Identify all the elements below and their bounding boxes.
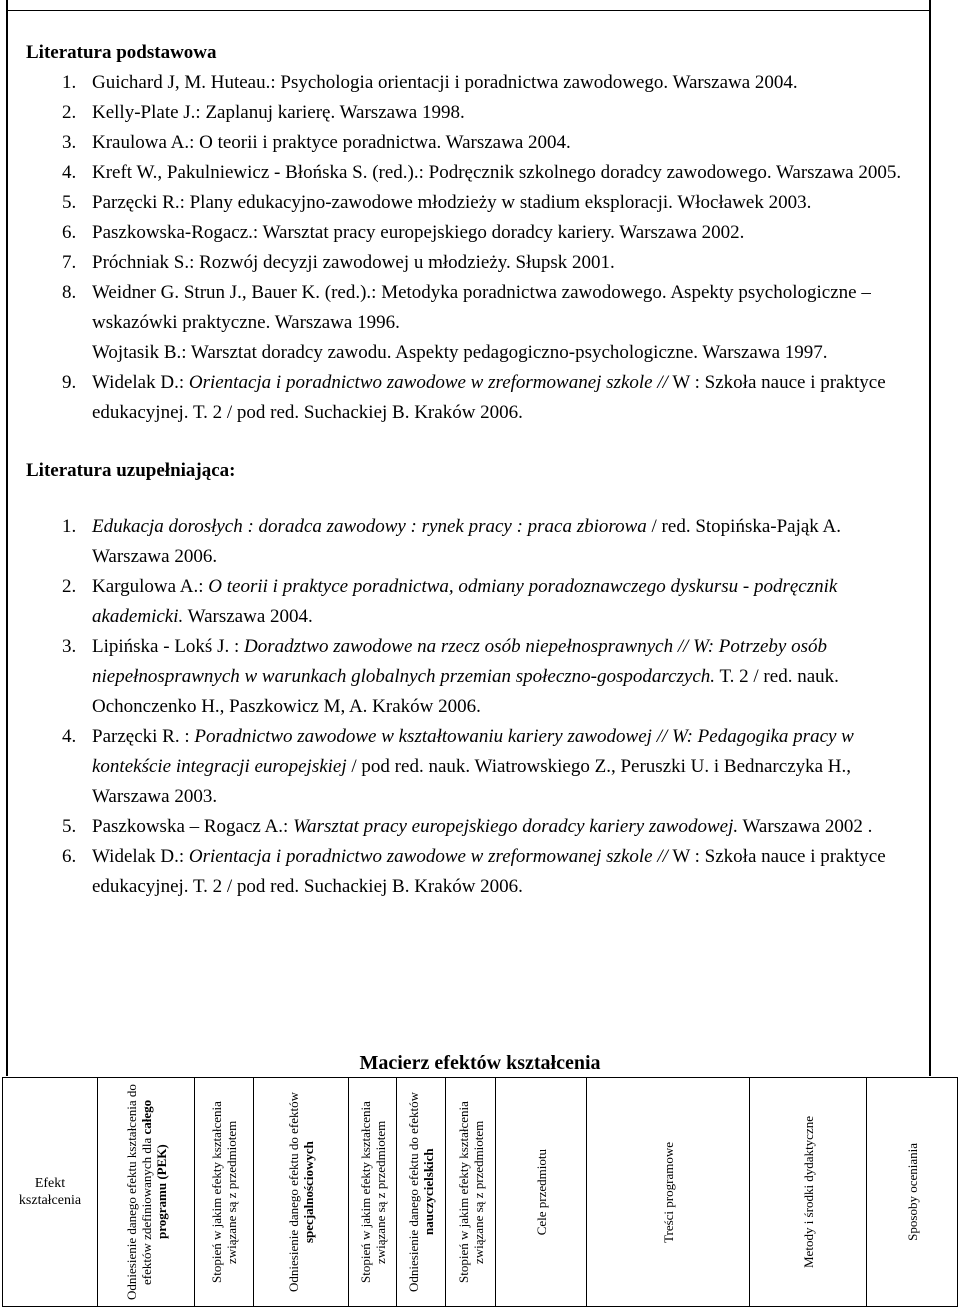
col-label: Stopień w jakim efekty kształcenia związane są z przedmiotem	[209, 1101, 239, 1283]
col-label-bold: specjalnościowych	[301, 1141, 316, 1243]
supplementary-item-4	[26, 722, 916, 812]
item-number: 9.	[62, 372, 77, 393]
frame-top-border	[6, 10, 931, 11]
col-label: Efekt kształcenia	[18, 1176, 82, 1208]
supplementary-literature-list	[26, 512, 916, 902]
item-number: 2.	[62, 102, 77, 123]
col-label-text: Odniesienie danego efektu do efektów	[406, 1092, 421, 1292]
item-details: Warszawa 2004.	[183, 606, 313, 627]
col-degree-1	[195, 1078, 254, 1306]
item-number: 8.	[62, 282, 77, 303]
literature-section	[26, 38, 916, 902]
col-label-text: Odniesienie danego efektu kształcenia do efektów zdefiniowanych dla	[123, 1084, 154, 1300]
col-label: Stopień w jakim efekty kształcenia związane są z przedmiotem	[455, 1101, 486, 1283]
item-text: Kelly-Plate J.: Zaplanuj karierę. Warszawa 1998.	[92, 102, 465, 123]
item-text: Weidner G. Strun J., Bauer K. (red.).: Metodyka poradnictwa zawodowego. Aspekty psychologiczne – wskazówki praktyczne. Warszawa 1996.	[92, 282, 871, 333]
col-label-text: Odniesienie danego efektu do efektów	[286, 1092, 301, 1292]
item-number: 6.	[62, 846, 77, 867]
basic-item-6	[26, 218, 916, 248]
item-number: 4.	[62, 726, 77, 747]
col-learning-effect	[3, 1078, 98, 1306]
item-details: Warszawa 2002 .	[738, 816, 873, 837]
effects-matrix-header	[2, 1077, 958, 1307]
item-number: 5.	[62, 816, 77, 837]
col-label	[286, 1081, 316, 1303]
col-label	[406, 1081, 436, 1303]
col-degree-2	[349, 1078, 397, 1306]
item-text: Paszkowska-Rogacz.: Warsztat pracy europejskiego doradcy kariery. Warszawa 2002.	[92, 222, 745, 243]
basic-item-1	[26, 68, 916, 98]
col-label: Metody i środki dydaktyczne	[800, 1116, 816, 1268]
basic-item-3	[26, 128, 916, 158]
item-author: Parzęcki R. :	[92, 726, 195, 747]
item-details: / red. Stopińska-Pająk A. Warszawa 2006.	[92, 516, 841, 567]
basic-literature-list	[26, 68, 916, 428]
basic-literature-heading: Literatura podstawowa	[26, 42, 217, 63]
supplementary-literature-heading: Literatura uzupełniająca:	[26, 460, 236, 481]
item-number: 2.	[62, 576, 77, 597]
item-title: Orientacja i poradnictwo zawodowe w zreformowanej szkole //	[188, 372, 668, 393]
col-specialty-reference	[254, 1078, 349, 1306]
item-author: Kargulowa A.:	[92, 576, 209, 597]
supplementary-item-5	[26, 812, 916, 842]
item-text: Wojtasik B.: Warsztat doradcy zawodu. Aspekty pedagogiczno-psychologiczne. Warszawa 1997.	[92, 342, 828, 363]
supplementary-item-1	[26, 512, 916, 572]
item-number: 3.	[62, 132, 77, 153]
col-program-content	[587, 1078, 750, 1306]
col-label	[124, 1081, 169, 1303]
item-details: T. 2 / red. nauk. Ochonczenko H., Paszkowicz M, A. Kraków 2006.	[92, 666, 839, 717]
item-number: 4.	[62, 162, 77, 183]
item-title: O teorii i praktyce poradnictwa, odmiany poradoznawczego dyskursu - podręcznik akademicki.	[92, 576, 838, 627]
basic-item-9	[26, 368, 916, 428]
col-label: Sposoby oceniania	[904, 1143, 920, 1241]
item-number: 5.	[62, 192, 77, 213]
col-label-bold: nauczycielskich	[421, 1148, 436, 1236]
basic-item-2	[26, 98, 916, 128]
item-text: Guichard J, M. Huteau.: Psychologia orientacji i poradnictwa zawodowego. Warszawa 2004.	[92, 72, 798, 93]
col-degree-3	[446, 1078, 496, 1306]
supplementary-item-6	[26, 842, 916, 902]
col-pek-reference	[98, 1078, 195, 1306]
item-text: Kraulowa A.: O teorii i praktyce poradnictwa. Warszawa 2004.	[92, 132, 571, 153]
matrix-title: Macierz efektów kształcenia	[359, 1052, 601, 1074]
col-label: Stopień w jakim efekty kształcenia związane są z przedmiotem	[357, 1101, 388, 1283]
supplementary-item-2	[26, 572, 916, 632]
col-teacher-reference	[397, 1078, 446, 1306]
frame-right-border	[929, 0, 931, 1076]
item-title: Doradztwo zawodowe na rzecz osób niepełnosprawnych // W: Potrzeby osób niepełnosprawnych w warunkach globalnych przemian społeczno-gospodarczych.	[92, 636, 827, 687]
item-text: Kreft W., Pakulniewicz - Błońska S. (red.).: Podręcznik szkolnego doradcy zawodowego. Warszawa 2005.	[92, 162, 902, 183]
item-text: Próchniak S.: Rozwój decyzji zawodowej u młodzieży. Słupsk 2001.	[92, 252, 615, 273]
basic-item-4	[26, 158, 916, 188]
col-methods	[750, 1078, 867, 1306]
basic-item-5	[26, 188, 916, 218]
col-course-goals	[496, 1078, 587, 1306]
basic-item-unnumbered	[26, 338, 916, 368]
item-number: 6.	[62, 222, 77, 243]
item-text: Parzęcki R.: Plany edukacyjno-zawodowe młodzieży w stadium eksploracji. Włocławek 2003.	[92, 192, 812, 213]
item-author: Paszkowska – Rogacz A.:	[92, 816, 294, 837]
basic-item-7	[26, 248, 916, 278]
item-number: 1.	[62, 516, 77, 537]
item-author: Widelak D.:	[92, 372, 189, 393]
item-number: 7.	[62, 252, 77, 273]
col-label: Treści programowe	[660, 1141, 676, 1243]
item-title: Warsztat pracy europejskiego doradcy kariery zawodowej.	[293, 816, 739, 837]
item-details: / pod red. nauk. Wiatrowskiego Z., Peruszki U. i Bednarczyka H., Warszawa 2003.	[92, 756, 852, 807]
item-title: Poradnictwo zawodowe w kształtowaniu kariery zawodowej // W: Pedagogika pracy w kontekście integracji europejskiej	[92, 726, 854, 777]
basic-item-8	[26, 278, 916, 338]
item-author: Widelak D.:	[92, 846, 189, 867]
item-number: 3.	[62, 636, 77, 657]
frame-left-border	[6, 0, 8, 1076]
item-title: Orientacja i poradnictwo zawodowe w zreformowanej szkole //	[188, 846, 668, 867]
item-title: Edukacja dorosłych : doradca zawodowy : rynek pracy : praca zbiorowa	[92, 516, 647, 537]
col-label: Cele przedmiotu	[533, 1148, 549, 1236]
col-label-bold: całego programu (PEK)	[138, 1099, 169, 1240]
supplementary-item-3	[26, 632, 916, 722]
col-assessment	[867, 1078, 957, 1306]
item-number: 1.	[62, 72, 77, 93]
item-details: W : Szkoła nauce i praktyce edukacyjnej. T. 2 / pod red. Suchackiej B. Kraków 2006.	[92, 846, 886, 897]
item-details: W : Szkoła nauce i praktyce edukacyjnej. T. 2 / pod red. Suchackiej B. Kraków 2006.	[92, 372, 886, 423]
item-author: Lipińska - Lokś J. :	[92, 636, 244, 657]
